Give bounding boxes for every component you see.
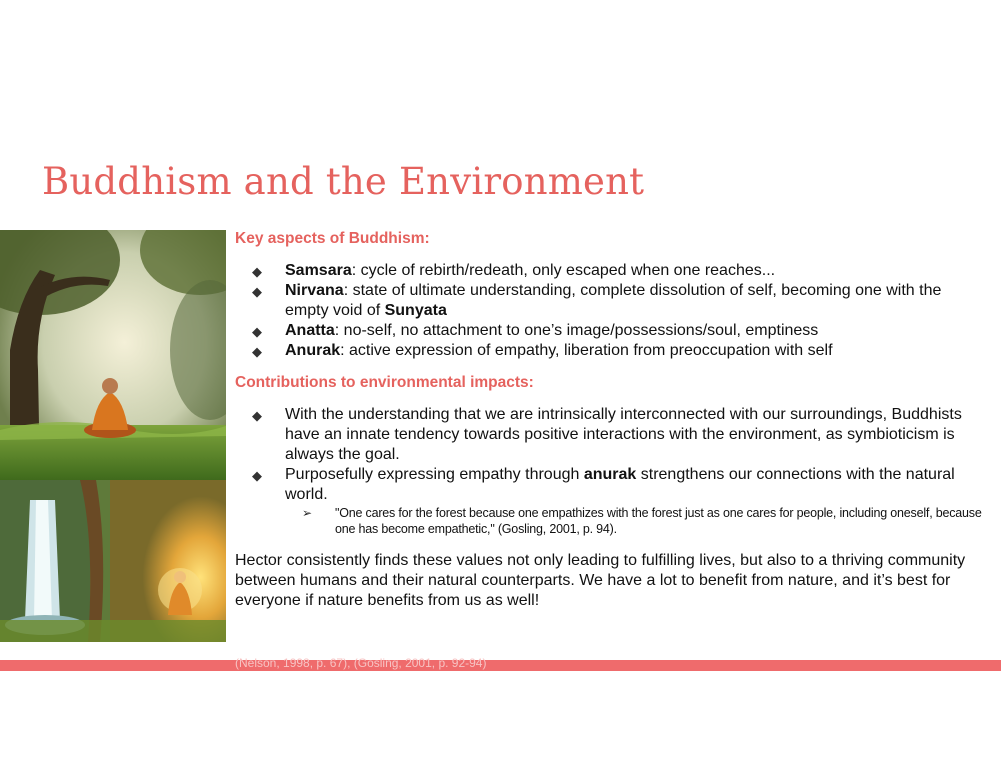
diamond-bullet-icon: ◆ (252, 344, 262, 359)
list-item: ◆ With the understanding that we are intrinsically interconnected with our surroundings, Buddhists have an innate tendency towards positive interactions with the environment, as symbioticism is always the goal. (252, 406, 962, 463)
diamond-bullet-icon: ◆ (252, 284, 262, 299)
arrow-bullet-icon: ➢ (302, 506, 312, 520)
list-item: ◆ Anatta: no-self, no attachment to one’s image/possessions/soul, emptiness (235, 321, 985, 341)
list-item: ◆ Nirvana: state of ultimate understanding, complete dissolution of self, becoming one with the empty void of Sunyata (252, 282, 942, 319)
slide-title: Buddhism and the Environment (42, 160, 645, 203)
list-item: ◆ Anurak: active expression of empathy, liberation from preoccupation with self (235, 341, 985, 361)
quote-item: ➢ "One cares for the forest because one empathizes with the forest just as one cares for people, including oneself, because one has become empathetic," (Gosling, 2001, p. 94). (302, 506, 982, 536)
diamond-bullet-icon: ◆ (252, 408, 262, 423)
contributions-list (235, 405, 985, 537)
conclusion-paragraph: Hector consistently finds these values not only leading to fulfilling lives, but also to a thriving community between humans and their natural counterparts. We have a lot to benefit from nature, and it’s best for everyone if nature benefits from us as well! (235, 552, 966, 609)
citation-text: (Nelson, 1998, p. 67), (Gosling, 2001, p. 92-94) (235, 656, 487, 670)
diamond-bullet-icon: ◆ (252, 264, 262, 279)
monk-meditating-under-tree-photo (0, 230, 226, 480)
footer-band (0, 660, 1001, 671)
slide-content (235, 229, 985, 611)
quote-list (285, 505, 985, 537)
buddha-meditating-forest-waterfall-painting (0, 480, 226, 642)
key-aspects-list (235, 261, 985, 361)
contributions-heading: Contributions to environmental impacts: (235, 374, 534, 391)
diamond-bullet-icon: ◆ (252, 324, 262, 339)
diamond-bullet-icon: ◆ (252, 468, 262, 483)
list-item: ◆ Purposefully expressing empathy through anurak strengthens our connections with the natural world. ➢ "One cares for the forest because one empathizes with the forest just as one cares for people, including oneself, because one has become empathetic," (Gosling, 2001, p. 94). (235, 465, 985, 537)
key-aspects-heading: Key aspects of Buddhism: (235, 230, 430, 247)
list-item: ◆ Samsara: cycle of rebirth/redeath, only escaped when one reaches... (235, 261, 985, 281)
